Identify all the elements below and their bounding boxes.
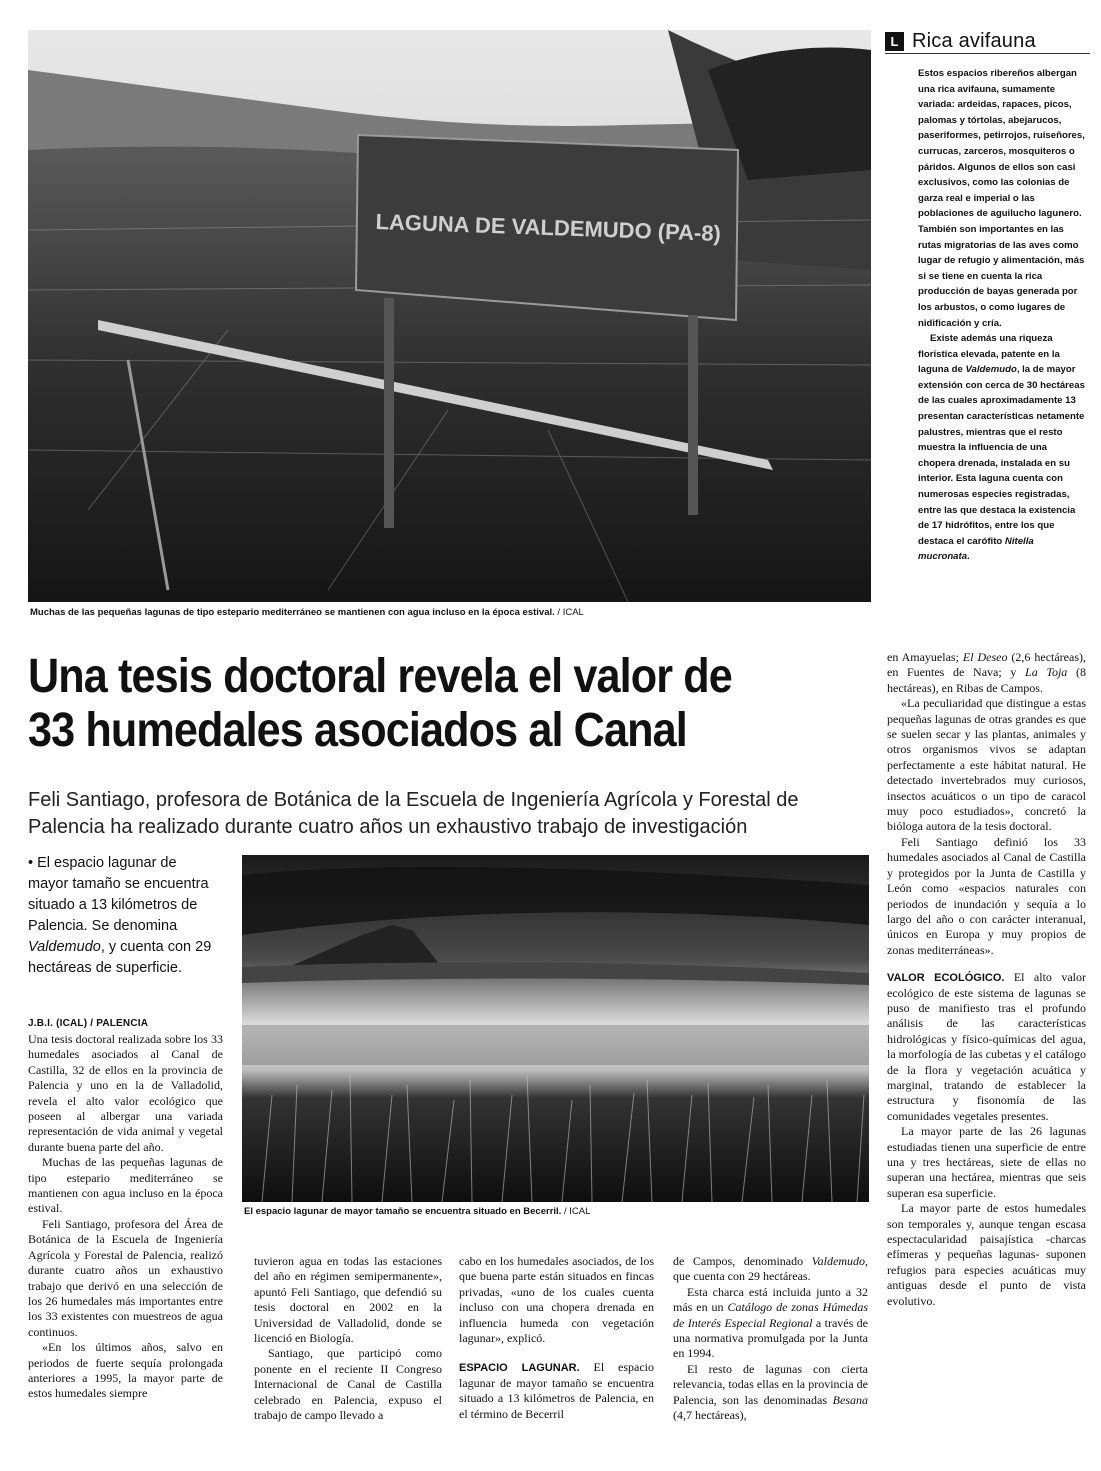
article-column-1: [28, 1032, 223, 1402]
col4-paragraph-1: [673, 1254, 868, 1285]
article-column-2: [254, 1254, 442, 1423]
sidebar-p2-italic: Valdemudo: [965, 364, 1017, 376]
lagoon-sign-image: [28, 30, 871, 602]
col1-paragraph-4: «En los últimos años, salvo en periodos de fuerte sequía prolongada anteriores a 1995, la mayor parte de estos humedales siempre: [28, 1340, 223, 1401]
col2-paragraph-1: tuvieron agua en todas las estaciones del año en régimen semipermanente», apuntó Feli Santiago, que defendió su tesis doctoral en 2002 en la Universidad de Valladolid, donde se licenció en Biología.: [254, 1254, 442, 1346]
col5-paragraph-5: La mayor parte de las 26 lagunas estudiadas tienen una superficie de entre una y tres hectáreas, siete de ellas no superan una hectárea, mientras que seis superan esa superficie.: [887, 1124, 1086, 1200]
article-column-4: [673, 1254, 868, 1423]
col1-paragraph-2: Muchas de las pequeñas lagunas de tipo estepario mediterráneo se mantienen con agua incluso en la época estival.: [28, 1155, 223, 1216]
col5-paragraph-2: «La peculiaridad que distingue a estas pequeñas lagunas de otras grandes es que se suelen secar y las plantas, animales y otros organismos vivos se adaptan perfectamente a este hábitat natural. He detectado invertebrados muy curiosos, insectos acuáticos o un tipo de caracol muy poco estudiados», concretó la bióloga autora de la tesis doctoral.: [887, 696, 1086, 834]
pull-quote-text: • El espacio lagunar de mayor tamaño se encuentra situado a 13 kilómetros de Palencia. Se denomina: [28, 855, 209, 934]
col3-paragraph-2: [459, 1360, 654, 1422]
col4-p1-italic: Valdemudo: [811, 1254, 865, 1268]
sidebar-body: [918, 66, 1086, 565]
byline: J.B.I. (ICAL) / PALENCIA: [28, 1018, 149, 1029]
col5-p1-text-2: (2,6 hectáreas), en Fuentes de Nava; y: [887, 650, 1087, 680]
article-column-5: [887, 650, 1086, 1309]
sidebar-p2-text: Existe además una riqueza florística elevada, patente en la laguna de: [918, 333, 1060, 376]
sidebar-title: Rica avifauna: [912, 30, 1036, 52]
headline-line-2: 33 humedales asociados al Canal: [28, 704, 687, 757]
col4-p2-italic: Catálogo de zonas Húmedas de Interés Especial Regional: [673, 1300, 869, 1330]
sidebar-paragraph-2: [918, 331, 1086, 565]
col5-p1-italic-1: El Deseo: [962, 650, 1008, 664]
article-column-3: [459, 1254, 654, 1422]
col5-p1-end: (8 hectáreas), en Ribas de Campos.: [887, 665, 1086, 695]
col4-paragraph-2: [673, 1285, 868, 1362]
photo1-caption-text: Muchas de las pequeñas lagunas de tipo estepario mediterráneo se mantienen con agua incluso en la época estival.: [30, 607, 555, 618]
sign-text: LAGUNA DE VALDEMUDO (PA-8): [375, 208, 722, 247]
photo2-caption-text: El espacio lagunar de mayor tamaño se encuentra situado en Becerril.: [244, 1206, 562, 1217]
col5-paragraph-4-text: El alto valor ecológico de este sistema de lagunas se puso de manifiesto tras el profundo análisis de las características hidrológicas y físico-químicas del agua, la morfología de las cubetas y el catálogo de la flora y vegetación acuática y marginal, tratando de establecer la estructura y fisonomía de las comunidades vegetales presentes.: [887, 970, 1086, 1123]
col4-p1-text: de Campos, denominado: [673, 1254, 812, 1268]
col3-paragraph-2-text: El espacio lagunar de mayor tamaño se encuentra situado a 13 kilómetros de Palencia, en el término de Becerril: [459, 1360, 654, 1421]
pull-quote-end: , y cuenta con 29 hectáreas de superficie.: [28, 939, 212, 976]
col4-paragraph-3: [673, 1362, 868, 1424]
sidebar-p2-end: .: [967, 551, 970, 563]
photo-lagoon-sign: [28, 30, 871, 602]
col5-paragraph-1: [887, 650, 1086, 696]
col1-paragraph-1: Una tesis doctoral realizada sobre los 33 humedales asociados al Canal de Castilla, 32 de ellos en la provincia de Palencia y uno en la de Valladolid, revela el alto valor ecológico que poseen al albergar una variada representación de vida animal y vegetal durante buena parte del año.: [28, 1032, 223, 1154]
col5-p1-italic-2: La Toja: [1025, 665, 1068, 680]
col5-paragraph-4: [887, 970, 1086, 1124]
photo-lagoon-field: [242, 855, 869, 1202]
col3-section-heading: ESPACIO LAGUNAR.: [459, 1362, 580, 1375]
col4-p2-end: a través de una normativa promulgada por la Junta en 1994.: [673, 1315, 868, 1361]
col4-p3-end: (4,7 hectáreas),: [673, 1408, 747, 1423]
sidebar-paragraph-1: Estos espacios ribereños albergan una rica avifauna, sumamente variada: ardeidas, rapaces, picos, palomas y tórtolas, abejarucos, paseriformes, petirrojos, ruiseñores, currucas, zarceros, mosquiteros o páridos. Algunos de ellos son casi exclusivos, como las colonias de garza real e imperial o las poblaciones de aguilucho lagunero. También son importantes en las rutas migratorias de las aves como lugar de refugio y alimentación, más si se tiene en cuenta la rica producción de bayas generada por los arbustos, o como lugares de nidificación y cría.: [918, 68, 1085, 329]
photo2-credit: / ICAL: [561, 1206, 591, 1217]
section-marker-icon: L: [885, 32, 904, 51]
col5-paragraph-3: Feli Santiago definió los 33 humedales asociados al Canal de Castilla y protegidos por la Junta de Castilla y León como «espacios naturales con periodos de inundación y sequía a lo largo del año o con carácter interanual, únicos en Europa y muy propios de zonas mediterráneas».: [887, 834, 1086, 957]
subheadline: Feli Santiago, profesora de Botánica de la Escuela de Ingeniería Agrícola y Forestal de Palencia ha realizado durante cuatro años un exhaustivo trabajo de investigación: [28, 789, 799, 838]
col4-p1-end: , que cuenta con 29 hectáreas.: [673, 1254, 868, 1284]
col2-paragraph-2: Santiago, que participó como ponente en el reciente II Congreso Internacional de Canal de Castilla celebrado en Palencia, expuso el trabajo de campo llevado a: [254, 1346, 442, 1423]
headline: [28, 650, 793, 758]
col3-paragraph-1: cabo en los humedales asociados, de los que buena parte están situados en fincas privadas, «uno de los cuales cuenta incluso con una chopera drenada en influencia humeda con vegetación lagunar», explicó.: [459, 1254, 654, 1346]
sidebar-p2-text-2: , la de mayor extensión con cerca de 30 hectáreas de las cuales aproximadamente 13 presentan características netamente palustres, mientras que el resto muestra la influencia de una chopera drenada, instalada en su interior. Esta laguna cuenta con numerosas especies registradas, entre las que destaca la existencia de 17 hidrófitos, entre los que destaca el carófito: [918, 364, 1085, 547]
lagoon-field-image: [242, 855, 869, 1202]
photo2-caption: [244, 1206, 590, 1217]
col4-p3-text: El resto de lagunas con cierta relevancia, todas ellas en la provincia de Palencia, son las denominadas: [673, 1361, 868, 1407]
pull-quote-italic: Valdemudo: [28, 939, 101, 955]
col4-p3-italic: Besana: [832, 1392, 868, 1407]
photo1-caption: [30, 607, 584, 618]
col4-p2-text: Esta charca está incluida junto a 32 más en un: [673, 1284, 868, 1315]
col5-section-heading: VALOR ECOLÓGICO.: [887, 972, 1005, 985]
col5-p1-text: en Amayuelas;: [887, 650, 963, 664]
headline-line-1: Una tesis doctoral revela el valor de: [28, 650, 732, 703]
sidebar-header: [885, 30, 1090, 54]
col1-paragraph-3: Feli Santiago, profesora del Área de Botánica de la Escuela de Ingeniería Agrícola y Forestal de Palencia, realizó durante cuatro años un exhaustivo trabajo que derivó en una selección de los 26 humedales más importantes entre los 33 existentes con muestreos de agua continuos.: [28, 1216, 223, 1339]
pull-quote: [28, 853, 213, 979]
photo1-credit: / ICAL: [554, 607, 584, 618]
sidebar-p2-species: Nitella mucronata: [918, 535, 1034, 563]
col5-paragraph-6: La mayor parte de estos humedales son temporales y, aunque tengan escasa espectacularidad paisajística -charcas efímeras y pequeñas lagunas- suponen refugios para especies acuáticas muy antiguas desde el punto de vista evolutivo.: [887, 1201, 1086, 1308]
